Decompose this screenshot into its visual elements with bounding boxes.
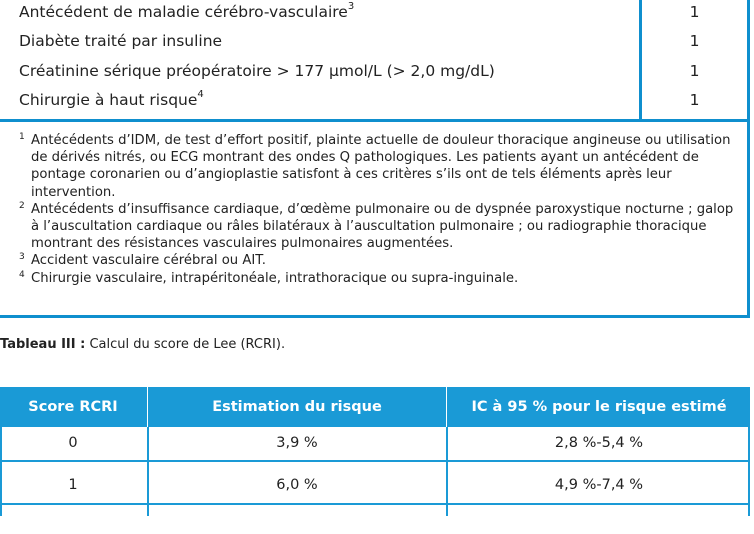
column-divider (639, 0, 642, 119)
header-ci: IC à 95 % pour le risque estimé (471, 399, 727, 415)
criteria-row (0, 29, 750, 58)
table-cell (448, 505, 750, 534)
table-cell: 6,0 % (276, 477, 318, 493)
table-cell: 2,8 %-5,4 % (554, 435, 644, 451)
table-cell: 4,9 %-7,4 % (554, 477, 644, 493)
table-header (0, 387, 750, 427)
criteria-label: Antécédent de maladie cérébro-vasculaire$^3$ (19, 1, 355, 21)
table-border (748, 427, 750, 516)
header-divider (147, 387, 148, 427)
table-cell (149, 505, 445, 534)
criteria-points: 1 (689, 3, 700, 21)
criteria-points: 1 (689, 32, 700, 50)
criteria-row (0, 88, 750, 117)
criteria-row (0, 0, 750, 29)
criteria-label: Diabète traité par insuline (19, 32, 223, 50)
table-cell: 1 (68, 477, 78, 493)
table-cell: 3,9 % (276, 435, 318, 451)
criteria-points: 1 (689, 62, 700, 80)
footnote: 2 Antécédents d’insuffisance cardiaque, d’œdème pulmonaire ou de dyspnée paroxystique nocturne ; galop à l’auscultation cardiaque ou râles bilatéraux à l’auscultation pulmonaire ; ou radiographie thoracique montrant des résistances vasculaires pulmonaires augmentées. (19, 200, 734, 252)
table-caption: Tableau III : Calcul du score de Lee (RCRI). (0, 337, 286, 352)
criteria-row (0, 59, 750, 88)
table-cell (0, 505, 146, 534)
criteria-table (0, 0, 750, 119)
header-score: Score RCRI (28, 399, 118, 415)
criteria-label: Chirurgie à haut risque$^4$ (19, 89, 204, 109)
footnote: 1 Antécédents d’IDM, de test d’effort positif, plainte actuelle de douleur thoracique angineuse ou utilisation de dérivés nitrés, ou ECG montrant des ondes Q pathologiques. Les patients ayant un antécédent de pontage coronarien ou d’angioplastie satisfont à ces critères s’ils ont de tels éléments après leur intervention. (19, 132, 731, 200)
row-divider (0, 460, 750, 462)
table-cell: 0 (68, 435, 78, 451)
header-risk: Estimation du risque (212, 399, 382, 415)
footnote: 4 Chirurgie vasculaire, intrapéritonéale, intrathoracique ou supra-inguinale. (19, 269, 519, 286)
section-divider (0, 119, 750, 122)
footnote: 3 Accident vasculaire cérébral ou AIT. (19, 252, 266, 269)
header-divider (446, 387, 447, 427)
criteria-points: 1 (689, 91, 700, 109)
column-divider (446, 427, 448, 516)
table-border (0, 427, 2, 516)
column-divider (147, 427, 149, 516)
criteria-label: Créatinine sérique préopératoire > 177 µmol/L (> 2,0 mg/dL) (19, 62, 495, 80)
footnotes (19, 132, 734, 287)
